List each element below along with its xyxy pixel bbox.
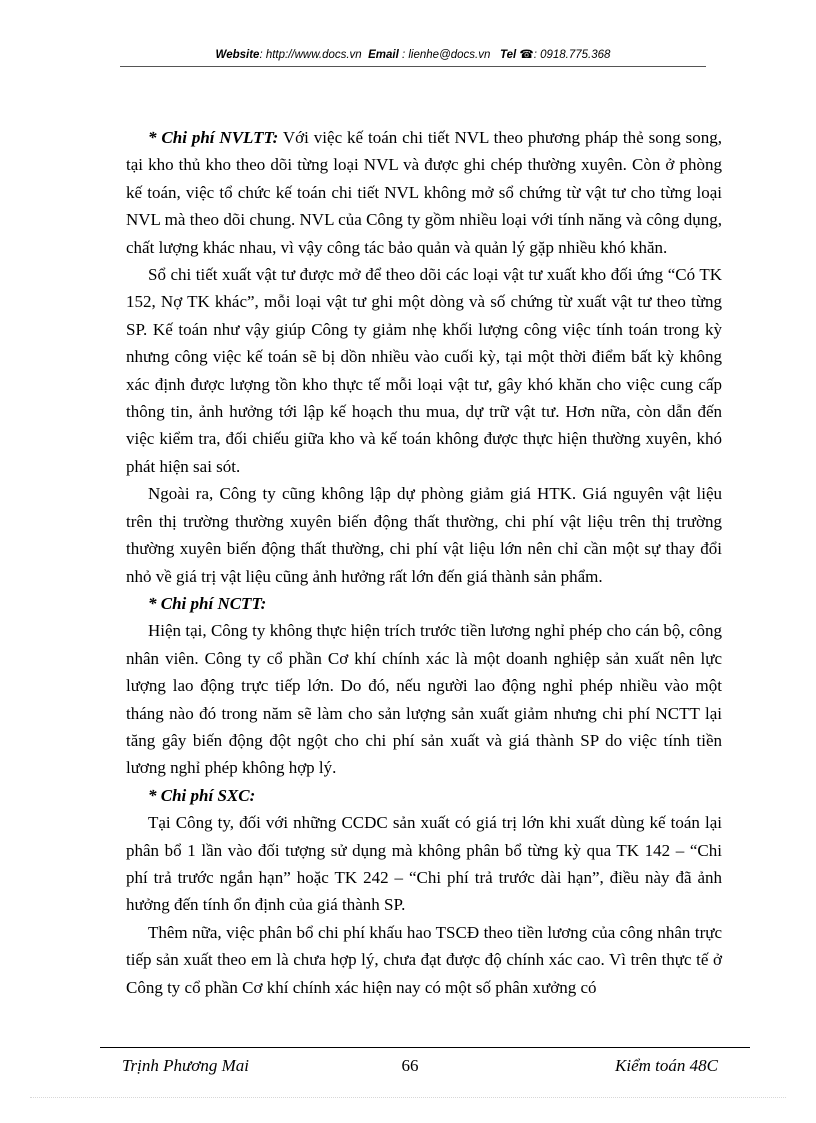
email-value[interactable]: : lienhe@docs.vn (401, 49, 491, 61)
paragraph-sxc: Tại Công ty, đối với những CCDC sản xuất có giá trị lớn khi xuất dùng kế toán lại phân bổ 1 lần vào đối tượng sử dụng mà không phân bổ từng kỳ qua TK 142 – “Chi phí trả trước ngắn hạn” hoặc TK 242 – “Chi phí trả trước dài hạn”, điều này đã ảnh hưởng đến tính ổn định của giá thành SP. (126, 813, 722, 915)
footer-class: Kiểm toán 48C (615, 1056, 718, 1075)
paragraph-nvltt-text: Với việc kế toán chi tiết NVL theo phương pháp thẻ song song, tại kho thủ kho theo dõi từng loại NVL và được ghi chép thường xuyên. Còn ở phòng kế toán, việc tổ chức kế toán chi tiết NVL không mở sổ chứng từ vật tư cho từng loại NVL mà theo dõi chung. NVL của Công ty gồm nhiều loại với tính năng và công dụng, chất lượng khác nhau, vì vậy công tác bảo quản và quản lý gặp nhiều khó khăn. (126, 128, 722, 257)
paragraph-nvltt (126, 124, 722, 261)
heading-ncct: * Chi phí NCTT: (148, 593, 267, 613)
tel-label: Tel (499, 49, 517, 61)
footer-page-number: 66 (401, 1056, 419, 1075)
website-label: Website (215, 49, 260, 61)
page-bottom-edge (30, 1097, 786, 1098)
page-footer (100, 1054, 750, 1078)
footer-author: Trịnh Phương Mai (122, 1056, 249, 1075)
website-value[interactable]: : http://www.docs.vn (259, 49, 362, 61)
page-header (120, 46, 706, 67)
document-body (126, 124, 722, 1001)
paragraph-ncct: Hiện tại, Công ty không thực hiện trích trước tiền lương nghỉ phép cho cán bộ, công nhân viên. Công ty cổ phần Cơ khí chính xác là một doanh nghiệp sản xuất nên lực lượng lao động trực tiếp lớn. Do đó, nếu người lao động nghỉ phép nhiều vào một tháng nào đó trong năm sẽ làm cho sản lượng sản xuất giảm nhưng chi phí NCTT lại tăng gây biến động đột ngột cho chi phí sản xuất và giá thành SP do việc tính tiền lương nghỉ phép không hợp lý. (126, 621, 722, 778)
tel-value: : 0918.775.368 (533, 49, 611, 61)
heading-sxc: * Chi phí SXC: (148, 785, 256, 805)
paragraph-khau-hao: Thêm nữa, việc phân bổ chi phí khấu hao TSCĐ theo tiền lương của công nhân trực tiếp sản xuất theo em là chưa hợp lý, chưa đạt được độ chính xác cao. Vì trên thực tế ở Công ty cổ phần Cơ khí chính xác hiện nay có một số phân xưởng có (126, 922, 722, 997)
paragraph-ngoai-ra: Ngoài ra, Công ty cũng không lập dự phòng giảm giá HTK. Giá nguyên vật liệu trên thị trường thường xuyên biến động thất thường, chi phí vật liệu trên thị trường thường xuyên biến động thất thường, chi phí vật liệu lớn nên chỉ cần một sự thay đổi nhỏ về giá trị vật liệu cũng ảnh hưởng rất lớn đến giá thành sản phẩm. (126, 484, 722, 586)
email-label: Email (368, 49, 399, 61)
footer-divider (100, 1047, 750, 1048)
phone-icon: ☎ (519, 49, 534, 61)
paragraph-so-chi-tiet: Sổ chi tiết xuất vật tư được mở để theo dõi các loại vật tư xuất kho đối ứng “Có TK 152, Nợ TK khác”, mỗi loại vật tư ghi một dòng và số chứng từ xuất vật tư theo từng SP. Kế toán như vậy giúp Công ty giảm nhẹ khối lượng công việc tính toán trong kỳ nhưng công việc kế toán sẽ bị dồn nhiều vào cuối kỳ, tại một thời điểm bất kỳ không xác định được lượng tồn kho thực tế mỗi loại vật tư, gây khó khăn cho việc cung cấp thông tin, ảnh hưởng tới lập kế hoạch thu mua, dự trữ vật tư. Hơn nữa, còn dẫn đến việc kiểm tra, đối chiếu giữa kho và kế toán không được thực hiện thường xuyên, khó phát hiện sai sót. (126, 265, 722, 476)
heading-nvltt: * Chi phí NVLTT: (148, 128, 279, 147)
